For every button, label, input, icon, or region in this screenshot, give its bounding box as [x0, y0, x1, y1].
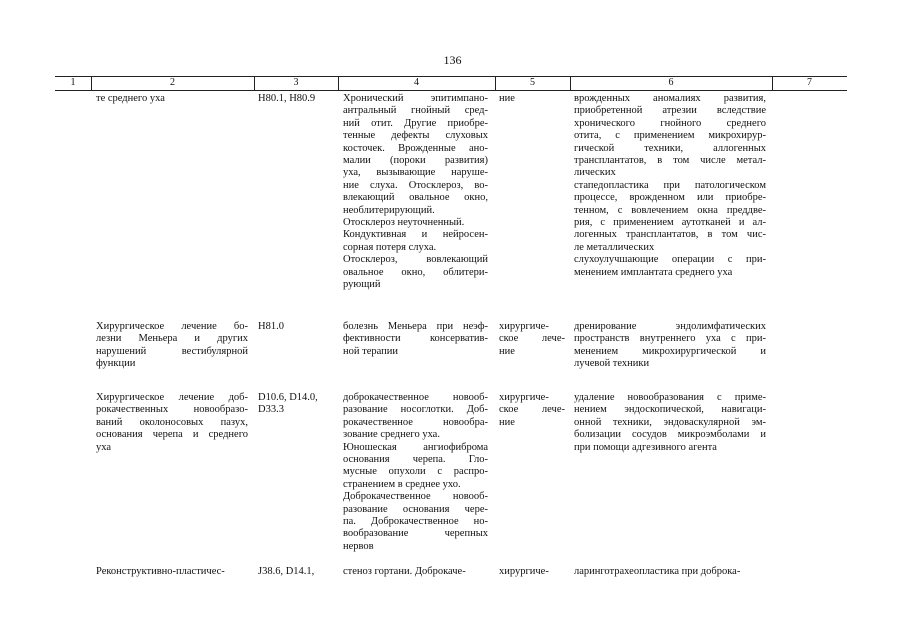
- cell-line: косточек. Врожденные ано-: [343, 142, 488, 154]
- cell-line: Хронический эпитимпано-: [343, 93, 488, 104]
- cell-line: лезни Меньера и других: [96, 333, 248, 345]
- table-cell-col3: [258, 566, 336, 578]
- cell-line: стапедопластика при патологическом: [574, 179, 766, 191]
- cell-line: ское лече-: [499, 404, 565, 416]
- cell-line: болизации сосудов микроэмболами и: [574, 429, 766, 441]
- cell-line: разование носоглотки. Доб-: [343, 404, 488, 416]
- cell-line: Отосклероз, вовлекающий: [343, 254, 488, 266]
- cell-line: фективности консерватив-: [343, 333, 488, 345]
- cell-line: рия, с применением аутотканей и ал-: [574, 217, 766, 229]
- table-cell-col2: [96, 392, 248, 454]
- cell-line: нервов: [343, 540, 374, 552]
- column-number-6: 6: [668, 77, 674, 88]
- cell-line: Реконструктивно-пластичес-: [96, 566, 225, 577]
- cell-line: уха: [96, 441, 112, 453]
- cell-line: рующий: [343, 279, 381, 291]
- cell-line: врожденных аномалиях развития,: [574, 93, 766, 104]
- cell-line: мусные опухоли с распро-: [343, 466, 488, 478]
- cell-line: разование основания чере-: [343, 503, 488, 515]
- column-number-5: 5: [530, 77, 535, 88]
- cell-line: удаление новообразования с приме-: [574, 392, 766, 403]
- cell-line: Хирургическое лечение доб-: [96, 392, 248, 403]
- column-number-3: 3: [293, 77, 299, 88]
- table-cell-col5: [499, 566, 565, 578]
- cell-line: основания черепа и среднего: [96, 429, 248, 441]
- table-cell-col3: [258, 93, 336, 105]
- cell-line: рокачественных новообразо-: [96, 404, 248, 416]
- cell-line: отита, с применением микрохирур-: [574, 130, 766, 142]
- cell-line: нением эндоскопической, навигаци-: [574, 404, 766, 416]
- column-number-4: 4: [414, 77, 419, 88]
- cell-line: нарушений вестибулярной: [96, 345, 248, 357]
- cell-line: дренирование эндолимфатических: [574, 321, 766, 332]
- cell-line: влекающий овальное окно,: [343, 192, 488, 204]
- cell-line: слухоулучшающие операции с при-: [574, 254, 766, 266]
- table-cell-col6: [574, 321, 766, 371]
- table-cell-col2: [96, 566, 248, 578]
- cell-line: те среднего уха: [96, 93, 165, 104]
- cell-line: основания черепа. Гло-: [343, 454, 488, 466]
- table-cell-col2: [96, 321, 248, 371]
- cell-line: приобретенной атрезии вследствие: [574, 105, 766, 117]
- table-cell-col3: [258, 392, 336, 417]
- cell-line: H80.1, H80.9: [258, 93, 316, 104]
- cell-line: J38.6, D14.1,: [258, 566, 315, 577]
- cell-line: Доброкачественное новооб-: [343, 491, 488, 503]
- cell-line: Отосклероз неуточненный.: [343, 217, 465, 229]
- cell-line: овальное окно, облитери-: [343, 266, 488, 278]
- cell-line: ние: [499, 93, 515, 104]
- cell-line: Хирургическое лечение бо-: [96, 321, 248, 332]
- cell-line: ние: [499, 416, 515, 428]
- cell-line: болезнь Меньера при неэф-: [343, 321, 488, 332]
- table-cell-col4: [343, 93, 488, 292]
- table-cell-col4: [343, 392, 488, 553]
- cell-line: онной техники, эндоваскулярной эм-: [574, 416, 766, 428]
- cell-line: малии (пороки развития): [343, 155, 488, 167]
- cell-line: хирургиче-: [499, 566, 549, 577]
- cell-line: при помощи адгезивного агента: [574, 441, 717, 453]
- table-cell-col6: [574, 566, 766, 578]
- cell-line: па. Доброкачественное но-: [343, 516, 488, 528]
- cell-line: H81.0: [258, 321, 284, 332]
- cell-line: необлитерирующий.: [343, 204, 435, 216]
- cell-line: ваний околоносовых пазух,: [96, 416, 248, 428]
- cell-line: лучевой техники: [574, 358, 650, 370]
- cell-line: вообразование черепных: [343, 528, 488, 540]
- cell-line: сорная потеря слуха.: [343, 241, 437, 253]
- cell-line: ние: [499, 345, 515, 357]
- cell-line: тенном, с вовлечением окна преддве-: [574, 204, 766, 216]
- cell-line: зование среднего уха.: [343, 429, 440, 441]
- cell-line: рокачественное новообра-: [343, 416, 488, 428]
- cell-line: пространств внутреннего уха с при-: [574, 333, 766, 345]
- cell-line: хронического гнойного среднего: [574, 117, 766, 129]
- cell-line: уха, вызывающие наруше-: [343, 167, 488, 179]
- cell-line: Юношеская ангиофиброма: [343, 441, 488, 453]
- table-cell-col5: [499, 321, 565, 358]
- table-header-bottom-rule: [55, 90, 847, 91]
- table-cell-col4: [343, 566, 488, 578]
- cell-line: менением имплантата среднего уха: [574, 266, 733, 278]
- cell-line: ний отит. Другие приобре-: [343, 117, 488, 129]
- cell-line: ское лече-: [499, 333, 565, 345]
- cell-line: ной терапии: [343, 345, 398, 357]
- cell-line: странением в среднее ухо.: [343, 478, 461, 490]
- table-cell-col4: [343, 321, 488, 358]
- table-cell-col6: [574, 93, 766, 279]
- cell-line: тенные дефекты слуховых: [343, 130, 488, 142]
- column-number-2: 2: [170, 77, 175, 88]
- cell-line: ние слуха. Отосклероз, во-: [343, 179, 488, 191]
- cell-line: D10.6, D14.0,: [258, 392, 318, 403]
- table-cell-col5: [499, 93, 565, 105]
- cell-line: трансплантатов, в том числе метал-: [574, 155, 766, 167]
- cell-line: антральный гнойный сред-: [343, 105, 488, 117]
- cell-line: ле металлических: [574, 241, 655, 253]
- column-number-7: 7: [807, 77, 812, 88]
- cell-line: гической техники, аллогенных: [574, 142, 766, 154]
- cell-line: лических: [574, 167, 616, 179]
- cell-line: процессе, врожденном или приобре-: [574, 192, 766, 204]
- table-cell-col6: [574, 392, 766, 454]
- cell-line: хирургиче-: [499, 321, 549, 332]
- cell-line: Кондуктивная и нейросен-: [343, 229, 488, 241]
- cell-line: D33.3: [258, 404, 284, 416]
- cell-line: ларинготрахеопластика при доброка-: [574, 566, 741, 577]
- table-cell-col3: [258, 321, 336, 333]
- cell-line: функции: [96, 358, 136, 370]
- cell-line: доброкачественное новооб-: [343, 392, 488, 403]
- cell-line: логенных трансплантатов, в том чис-: [574, 229, 766, 241]
- cell-line: стеноз гортани. Доброкаче-: [343, 566, 466, 577]
- table-cell-col5: [499, 392, 565, 429]
- table-cell-col2: [96, 93, 248, 105]
- column-number-1: 1: [70, 77, 76, 88]
- cell-line: менением микрохирургической и: [574, 345, 766, 357]
- cell-line: хирургиче-: [499, 392, 549, 403]
- page-number: 136: [443, 53, 462, 67]
